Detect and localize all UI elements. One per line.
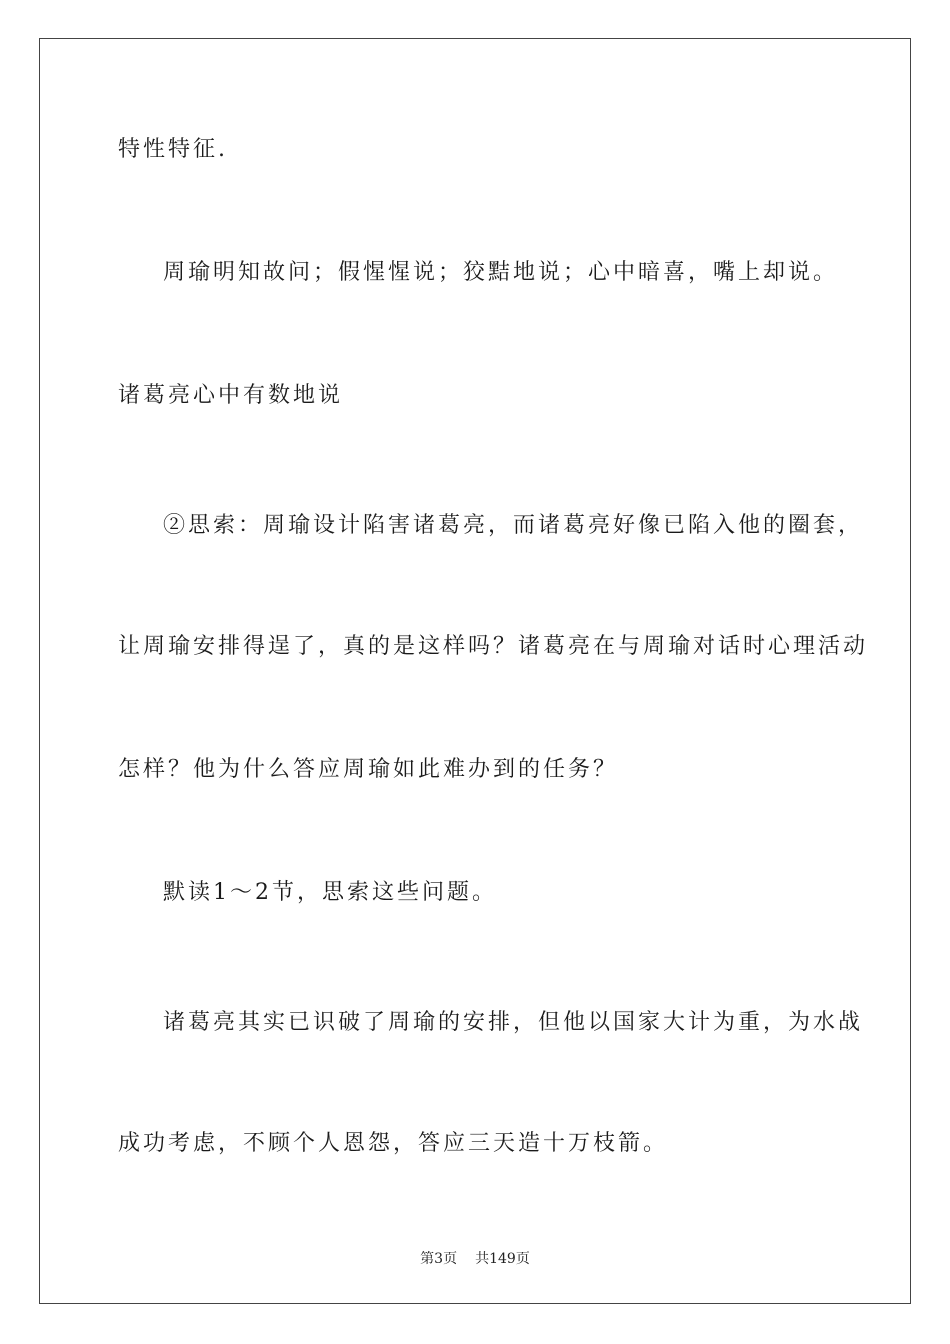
text-line-5: 让周瑜安排得逞了，真的是这样吗？诸葛亮在与周瑜对话时心理活动	[118, 634, 869, 659]
page-total: 共149页	[475, 1251, 530, 1267]
page-number: 第3页	[420, 1251, 458, 1267]
text-line-8: 诸葛亮其实已识破了周瑜的安排，但他以国家大计为重，为水战	[163, 1010, 864, 1035]
text-line-9: 成功考虑，不顾个人恩怨，答应三天造十万枝箭。	[118, 1131, 669, 1156]
text-line-3: 诸葛亮心中有数地说	[118, 383, 344, 408]
text-line-4: ②思索：周瑜设计陷害诸葛亮，而诸葛亮好像已陷入他的圈套，	[163, 513, 864, 538]
text-line-6: 怎样？他为什么答应周瑜如此难办到的任务？	[118, 757, 619, 782]
text-line-2: 周瑜明知故问；假惺惺说；狡黠地说；心中暗喜，嘴上却说。	[163, 260, 839, 285]
page-footer	[0, 1248, 950, 1268]
text-line-1: 特性特征.	[118, 137, 228, 162]
page-border	[39, 38, 911, 1304]
text-line-7: 默读1～2节，思索这些问题。	[163, 880, 497, 905]
